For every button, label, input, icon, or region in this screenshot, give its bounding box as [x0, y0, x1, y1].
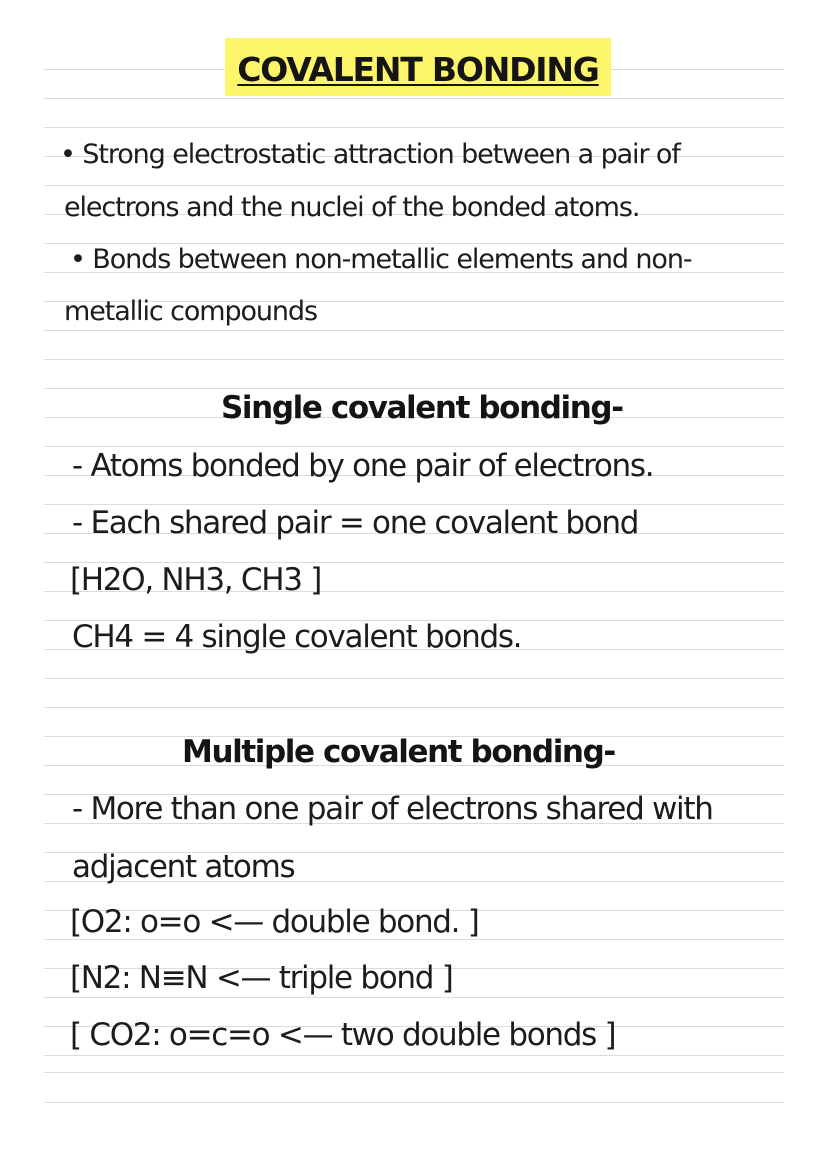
- ruled-line: [44, 185, 784, 186]
- intro-line-1: • Strong electrostatic attraction between a pair of: [60, 139, 680, 170]
- single-line-4: CH4 = 4 single covalent bonds.: [72, 619, 522, 655]
- single-line-3: [H2O, NH3, CH3 ]: [70, 562, 321, 598]
- ruled-line: [44, 1072, 784, 1073]
- intro-line-2: electrons and the nuclei of the bonded atoms.: [64, 192, 640, 223]
- ruled-line: [44, 678, 784, 679]
- ruled-line: [44, 707, 784, 708]
- multiple-line-4: [N2: N≡N <— triple bond ]: [70, 960, 453, 996]
- ruled-line: [44, 388, 784, 389]
- multiple-bonding-heading: Multiple covalent bonding-: [182, 734, 615, 770]
- ruled-line: [44, 330, 784, 331]
- ruled-line: [44, 127, 784, 128]
- intro-line-3: • Bonds between non-metallic elements and non-: [70, 244, 692, 275]
- ruled-line: [44, 359, 784, 360]
- multiple-line-5: [ CO2: o=c=o <— two double bonds ]: [70, 1017, 616, 1053]
- multiple-line-3: [O2: o=o <— double bond. ]: [70, 904, 479, 940]
- multiple-line-2: adjacent atoms: [72, 849, 295, 885]
- ruled-line: [44, 446, 784, 447]
- multiple-line-1: - More than one pair of electrons shared with: [72, 791, 713, 827]
- single-bonding-heading: Single covalent bonding-: [221, 390, 623, 426]
- single-line-2: - Each shared pair = one covalent bond: [72, 505, 639, 541]
- single-line-1: - Atoms bonded by one pair of electrons.: [72, 448, 654, 484]
- ruled-line: [44, 997, 784, 998]
- ruled-line: [44, 98, 784, 99]
- intro-line-4: metallic compounds: [64, 296, 317, 327]
- page-title: COVALENT BONDING: [237, 50, 599, 89]
- ruled-line: [44, 1102, 784, 1103]
- ruled-line: [44, 1055, 784, 1056]
